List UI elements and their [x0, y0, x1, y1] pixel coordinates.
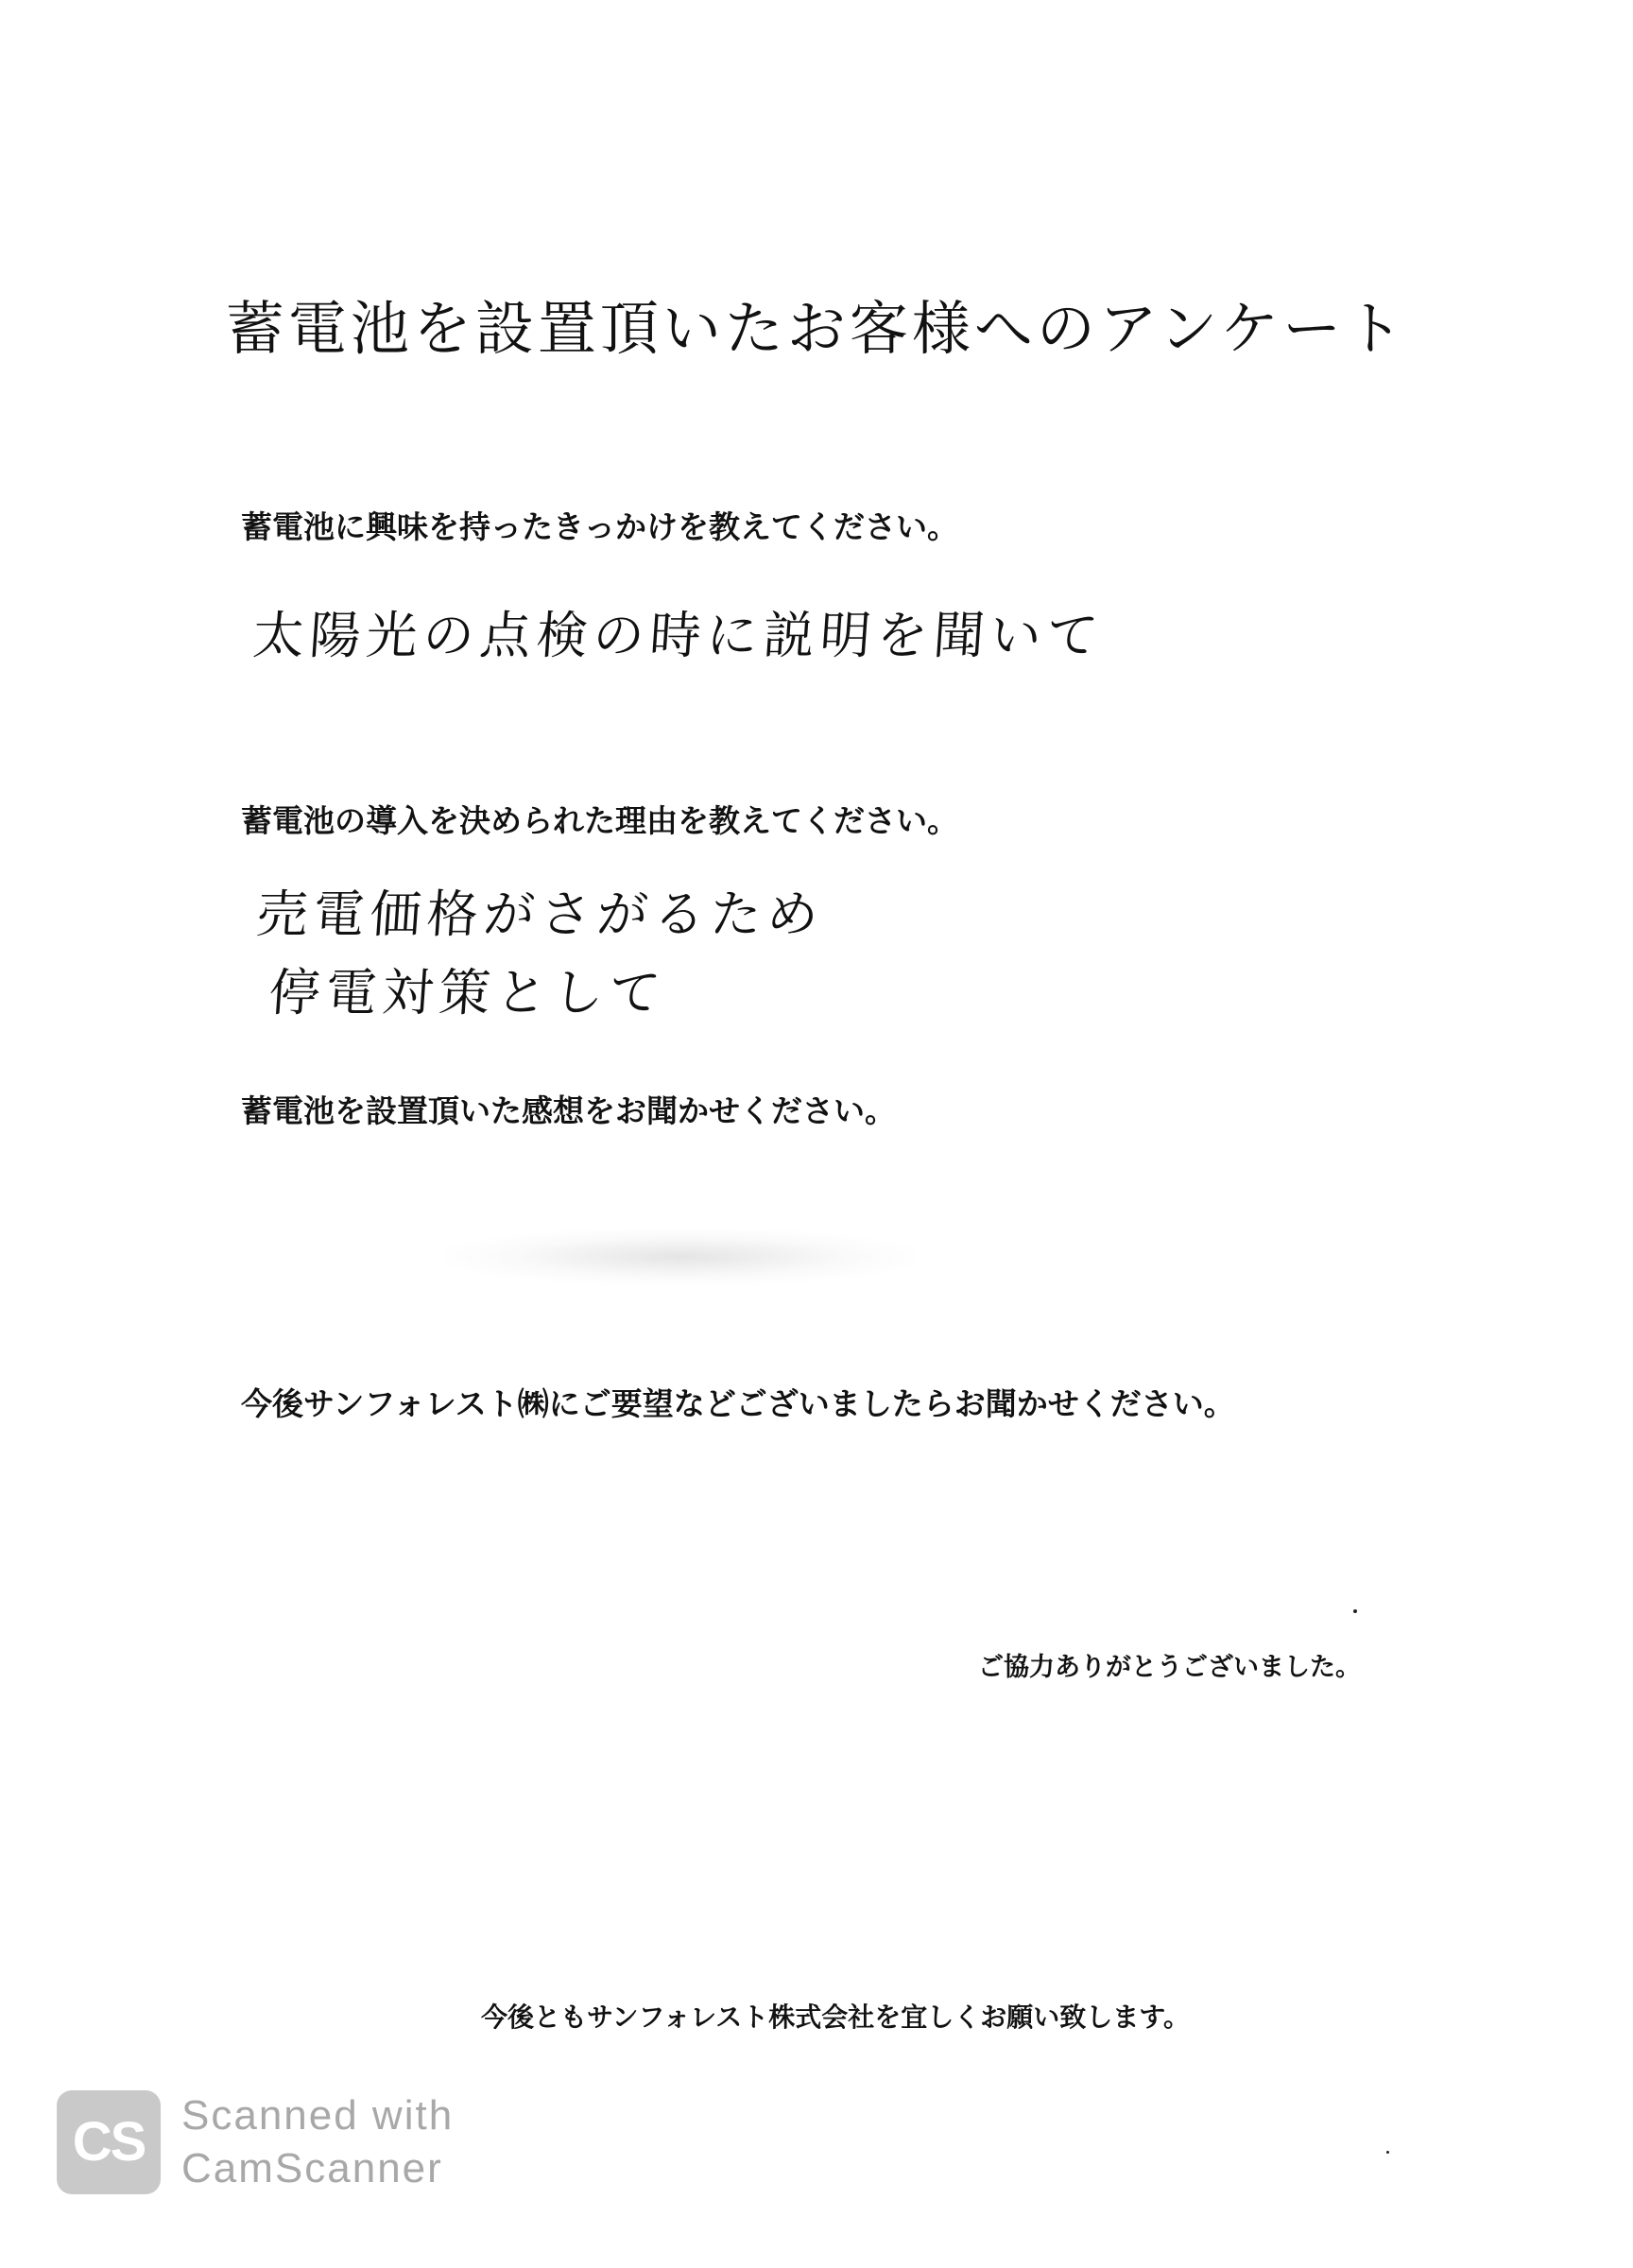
- camscanner-watermark: [57, 2090, 473, 2204]
- stray-dot: [1353, 1609, 1357, 1613]
- question-2-label: 蓄電池の導入を決められた理由を教えてください。: [241, 802, 958, 839]
- watermark-line-2: CamScanner: [181, 2145, 443, 2191]
- watermark-line-1: Scanned with: [181, 2092, 455, 2139]
- survey-title: 蓄電池を設置頂いたお客様へのアンケート: [225, 294, 1408, 363]
- question-1-handwritten-answer: 太陽光の点検の時に説明を聞いて: [250, 606, 1106, 665]
- closing-message: 今後ともサンフォレスト株式会社を宜しくお願い致します。: [480, 2002, 1191, 2033]
- camscanner-logo-text: CS: [72, 2111, 146, 2173]
- question-2-handwritten-answer-line-1: 売電価格がさがるため: [254, 885, 826, 944]
- question-2-handwritten-answer-line-2: 停電対策として: [266, 963, 668, 1022]
- question-4-label: 今後サンフォレスト㈱にご要望などございましたらお聞かせください。: [241, 1385, 1235, 1422]
- question-1-label: 蓄電池に興味を持ったきっかけを教えてください。: [241, 508, 958, 545]
- thanks-message: ご協力ありがとうございました。: [978, 1653, 1361, 1682]
- stray-dot: [1386, 2151, 1389, 2154]
- erased-smudge: [444, 1228, 917, 1285]
- question-3-label: 蓄電池を設置頂いた感想をお聞かせください。: [241, 1092, 896, 1129]
